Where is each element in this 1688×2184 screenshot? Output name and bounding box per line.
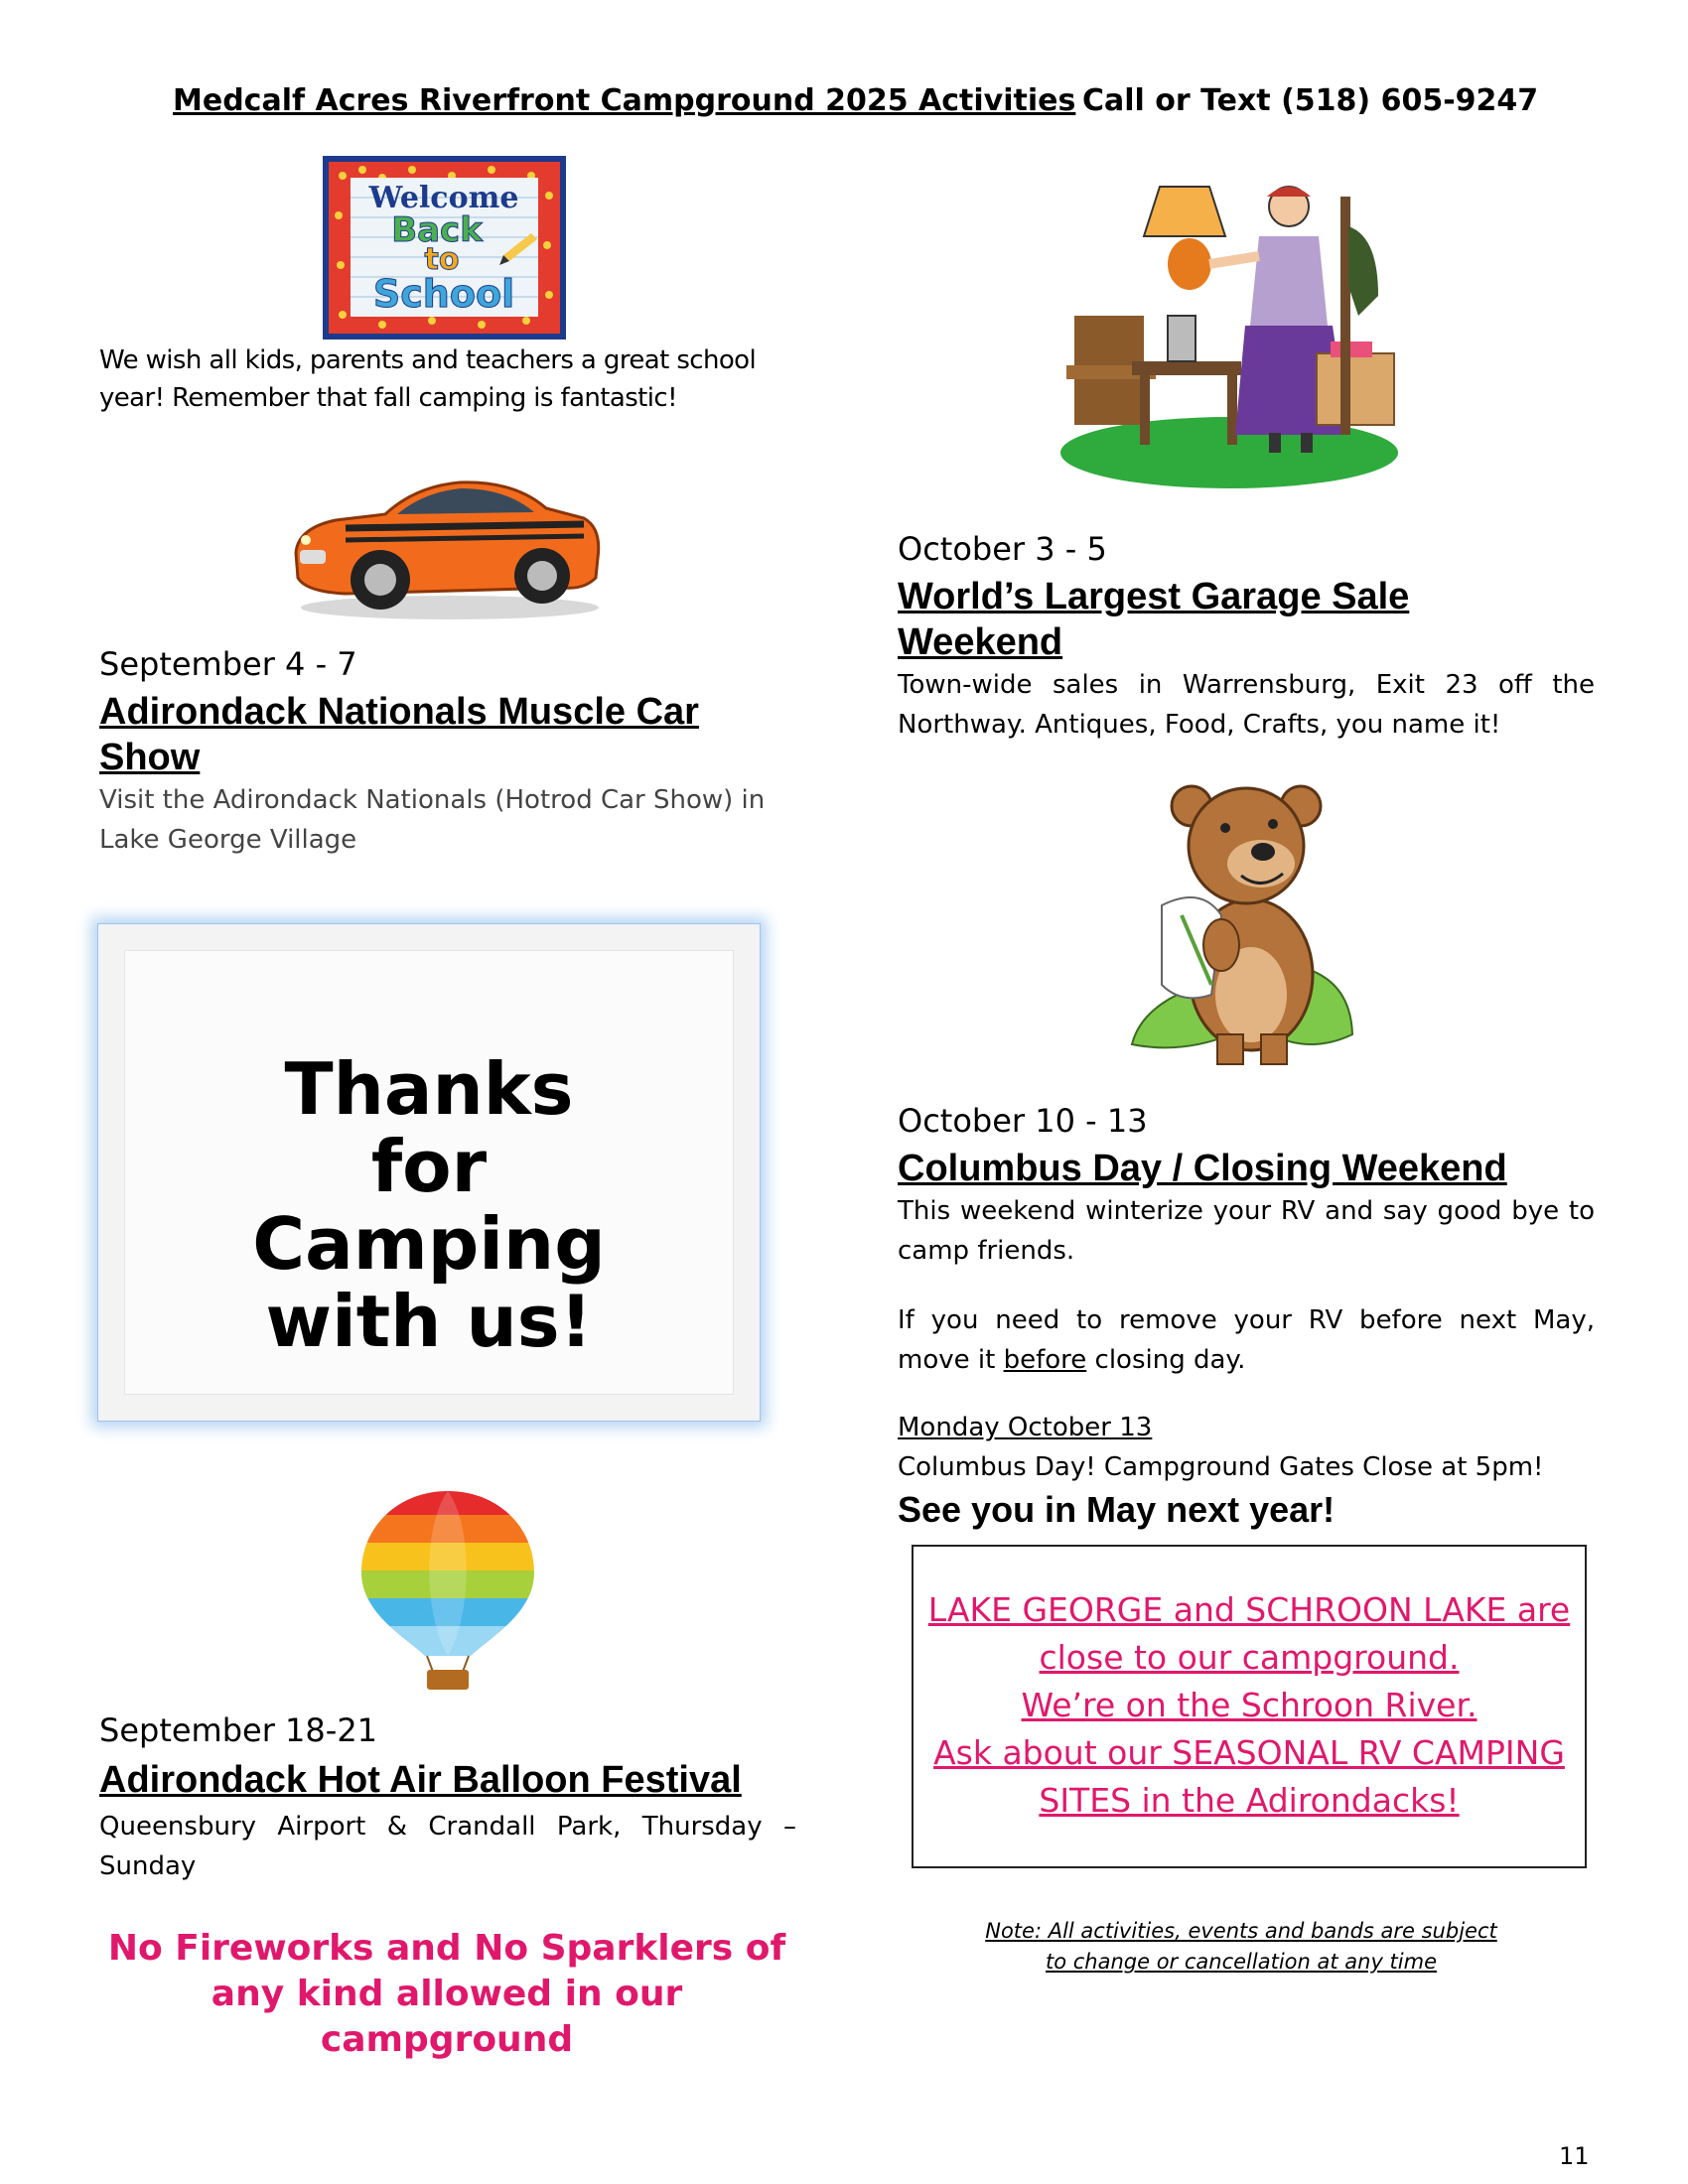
thanks-box bbox=[97, 923, 761, 1422]
fireworks-warning bbox=[99, 1926, 794, 2063]
thanks-line-3: Camping bbox=[252, 1202, 606, 1286]
closing-monday: Monday October 13 bbox=[898, 1413, 1153, 1442]
garage-sale-date: October 3 - 5 bbox=[898, 530, 1107, 568]
thanks-box-panel bbox=[124, 950, 734, 1395]
location-info-box bbox=[912, 1545, 1587, 1868]
page-header bbox=[173, 83, 1539, 127]
closing-see-you: See you in May next year! bbox=[898, 1489, 1336, 1530]
sign-school: School bbox=[372, 272, 515, 316]
balloon-date: September 18-21 bbox=[99, 1711, 378, 1749]
info-line-2: close to our campground. bbox=[1039, 1638, 1460, 1677]
thanks-text bbox=[125, 1047, 733, 1363]
thanks-line-2: for bbox=[370, 1125, 488, 1208]
sign-back: Back bbox=[391, 210, 483, 250]
closing-gates: Columbus Day! Campground Gates Close at 5pm! bbox=[898, 1452, 1544, 1482]
location-info-text bbox=[914, 1586, 1585, 1825]
info-line-3: We’re on the Schroon River. bbox=[1021, 1686, 1477, 1724]
page-number: 11 bbox=[1559, 2142, 1590, 2170]
garage-sale-desc: Town-wide sales in Warrensburg, Exit 23 off the Northway. Antiques, Food, Crafts, you name it! bbox=[898, 670, 1595, 740]
muscle-car-date: September 4 - 7 bbox=[99, 645, 357, 683]
note-line-2: to change or cancellation at any time bbox=[1045, 1950, 1437, 1974]
sign-to: to bbox=[424, 242, 460, 277]
muscle-car-title: Adirondack Nationals Muscle Car Show bbox=[99, 691, 699, 778]
bear-image bbox=[1122, 766, 1360, 1074]
warning-line-1: No Fireworks and No Sparklers of bbox=[107, 1928, 786, 1969]
info-line-4: Ask about our SEASONAL RV CAMPING bbox=[933, 1733, 1565, 1772]
closing-remove-note bbox=[898, 1300, 1595, 1380]
header-title: Medcalf Acres Riverfront Campground 2025 Activities bbox=[173, 83, 1076, 118]
header-contact: Call or Text (518) 605-9247 bbox=[1082, 83, 1539, 118]
closing-date: October 10 - 13 bbox=[898, 1102, 1148, 1140]
remove-note-before: before bbox=[1003, 1345, 1087, 1375]
thanks-line-1: Thanks bbox=[284, 1047, 574, 1131]
balloon-desc: Queensbury Airport & Crandall Park, Thursday – Sunday bbox=[99, 1812, 796, 1881]
warning-line-2: any kind allowed in our campground bbox=[211, 1974, 683, 2060]
closing-desc: This weekend winterize your RV and say good bye to camp friends. bbox=[898, 1196, 1595, 1266]
remove-note-pre: If you need to remove your RV before next May, move it bbox=[898, 1305, 1595, 1375]
balloon-title: Adirondack Hot Air Balloon Festival bbox=[99, 1759, 742, 1801]
sign-welcome: Welcome bbox=[368, 181, 519, 215]
back-to-school-image bbox=[323, 156, 566, 340]
garage-sale-image bbox=[1051, 167, 1400, 494]
note-line-1: Note: All activities, events and bands are subject bbox=[985, 1919, 1497, 1943]
info-line-1: LAKE GEORGE and SCHROON LAKE are bbox=[927, 1590, 1571, 1629]
back-to-school-text: We wish all kids, parents and teachers a great school year! Remember that fall camping is fantastic! bbox=[99, 345, 757, 413]
cancellation-note bbox=[953, 1916, 1529, 1978]
thanks-line-4: with us! bbox=[265, 1280, 593, 1363]
remove-note-post: closing day. bbox=[1094, 1345, 1246, 1375]
info-line-5: SITES in the Adirondacks! bbox=[1039, 1781, 1460, 1820]
hot-air-balloon-image bbox=[353, 1485, 542, 1694]
muscle-car-desc: Visit the Adirondack Nationals (Hotrod Car Show) in Lake George Village bbox=[99, 785, 766, 855]
garage-sale-title: World’s Largest Garage Sale Weekend bbox=[898, 576, 1410, 663]
muscle-car-image bbox=[286, 459, 604, 622]
closing-title: Columbus Day / Closing Weekend bbox=[898, 1148, 1507, 1189]
